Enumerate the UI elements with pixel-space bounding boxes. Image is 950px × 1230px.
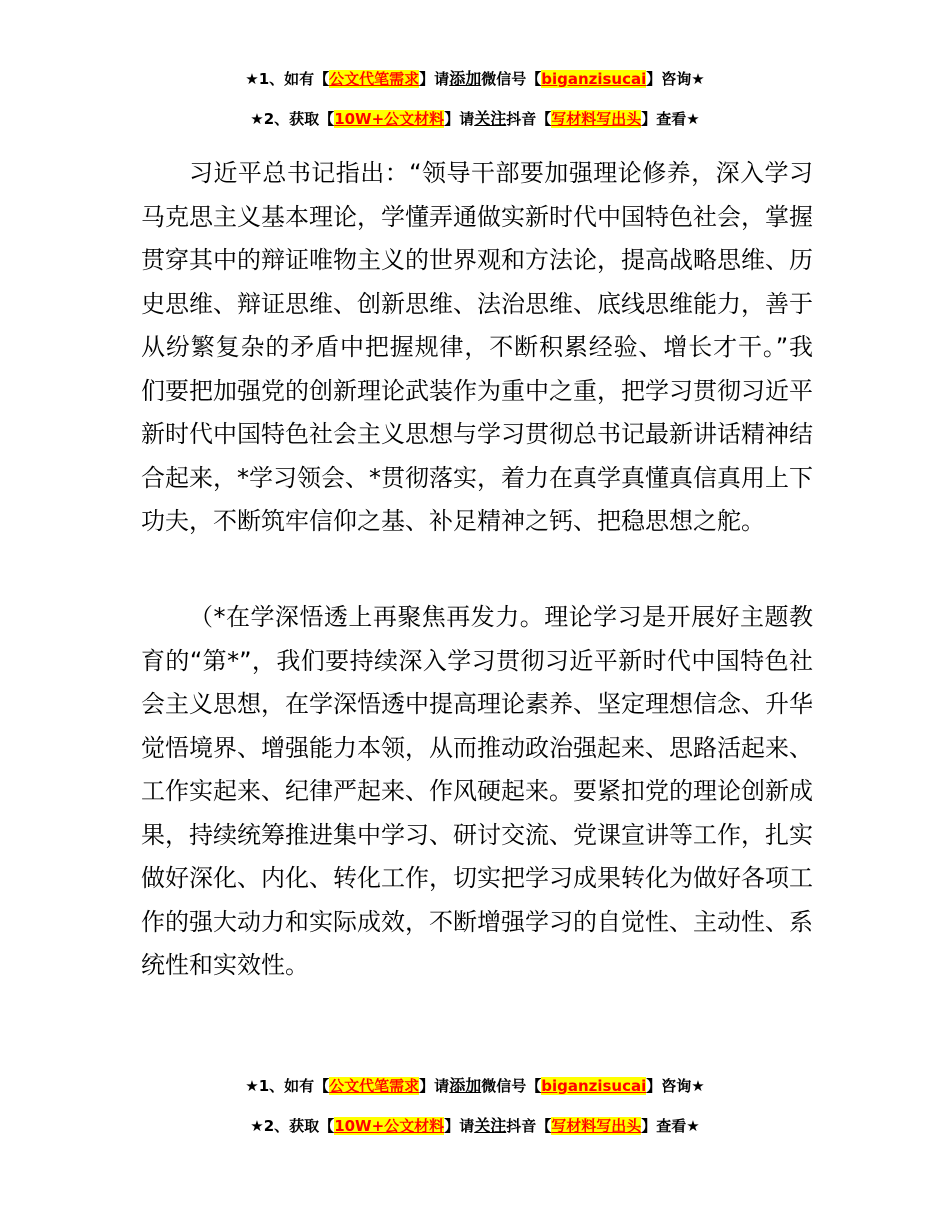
banner-text: ★1、如有【 [245,1077,330,1095]
banner-text: 】请 [419,1077,450,1095]
banner-text: 】请 [419,70,450,88]
banner-text: 微信号【 [481,70,542,88]
footer-banner [0,1075,950,1155]
body-paragraph: （*在学深悟透上再聚焦再发力。理论学习是开展好主题教育的“第*”，我们要持续深入学习贯彻习近平新时代中国特色社会主义思想，在学深悟透中提高理论素养、坚定理想信念、升华觉悟境界、增强能力本领，从而推动政治强起来、思路活起来、工作实起来、纪律严起来、作风硬起来。要紧扣党的理论创新成果，持续统筹推进集中学习、研讨交流、党课宣讲等工作，扎实做好深化、内化、转化工作，切实把学习成果转化为做好各项工作的强大动力和实际成效，不断增强学习的自觉性、主动性、系统性和实效性。 [141,603,813,979]
banner-text: 抖音【 [506,1117,552,1135]
banner-text: 】查看★ [641,110,700,128]
banner-highlight: 写材料写出头 [551,1117,642,1135]
banner-highlight: biganzisucai [541,70,647,88]
banner-highlight: 公文代笔需求 [329,1077,420,1095]
banner-highlight: biganzisucai [541,1077,647,1095]
banner-line-2 [0,1115,950,1155]
banner-underlined: 添加 [449,1076,482,1095]
banner-line-1 [0,68,950,108]
banner-text: 】查看★ [641,1117,700,1135]
banner-text: 】咨询★ [646,1077,705,1095]
banner-text: 】请 [444,110,475,128]
banner-highlight: 10W+公文材料 [334,110,445,128]
header-banner [0,68,950,148]
banner-text: ★2、获取【 [250,1117,335,1135]
banner-line-2 [0,108,950,148]
banner-highlight: 公文代笔需求 [329,70,420,88]
banner-text: 】请 [444,1117,475,1135]
banner-text: 】咨询★ [646,70,705,88]
body-paragraph-2-block [141,596,813,988]
banner-highlight: 10W+公文材料 [334,1117,445,1135]
banner-highlight: 写材料写出头 [551,110,642,128]
banner-underlined: 添加 [449,69,482,88]
banner-text: 抖音【 [506,110,552,128]
banner-text: 微信号【 [481,1077,542,1095]
banner-text: ★2、获取【 [250,110,335,128]
banner-line-1 [0,1075,950,1115]
body-paragraph: 习近平总书记指出：“领导干部要加强理论修养，深入学习马克思主义基本理论，学懂弄通做实新时代中国特色社会，掌握贯穿其中的辩证唯物主义的世界观和方法论，提高战略思维、历史思维、辩证思维、创新思维、法治思维、底线思维能力，善于从纷繁复杂的矛盾中把握规律，不断积累经验、增长才干。”我们要把加强党的创新理论武装作为重中之重，把学习贯彻习近平新时代中国特色社会主义思想与学习贯彻总书记最新讲话精神结合起来，*学习领会、*贯彻落实，着力在真学真懂真信真用上下功夫，不断筑牢信仰之基、补足精神之钙、把稳思想之舵。 [141,159,813,535]
body-paragraph-1-block [141,152,813,544]
banner-underlined: 关注 [474,1116,507,1135]
banner-text: ★1、如有【 [245,70,330,88]
banner-underlined: 关注 [474,109,507,128]
